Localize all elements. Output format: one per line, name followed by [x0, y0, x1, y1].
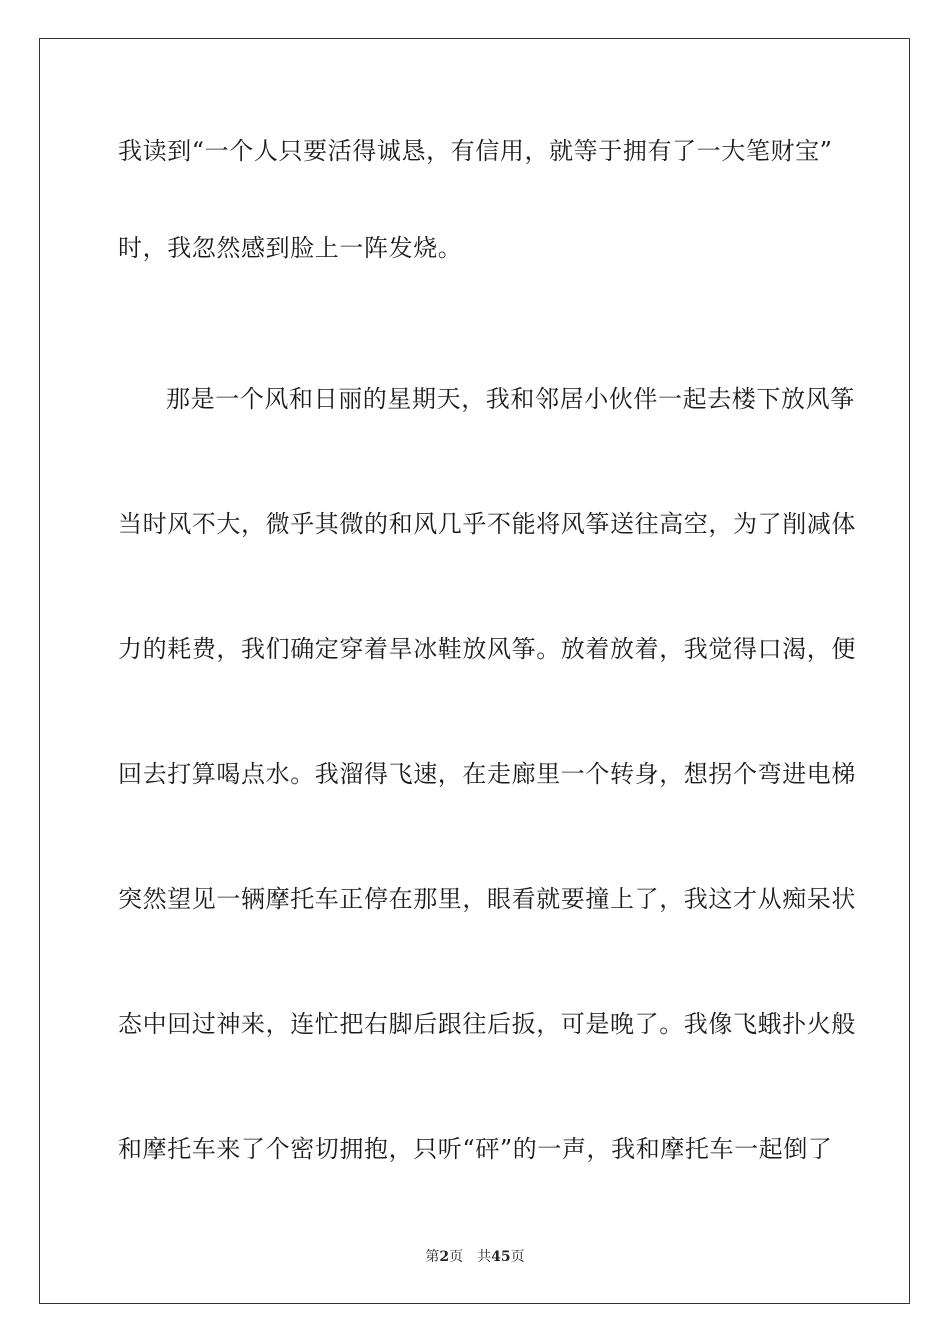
text-line-2: 时，我忽然感到脸上一阵发烧。 — [118, 234, 463, 262]
page-border — [39, 38, 910, 1304]
total-suffix: 页 — [510, 1249, 525, 1265]
text-line-7: 突然望见一辆摩托车正停在那里，眼看就要撞上了，我这才从痴呆状 — [118, 885, 856, 913]
text-line-4: 当时风不大，微乎其微的和风几乎不能将风筝送往高空，为了削减体 — [118, 510, 856, 538]
page-prefix: 第 — [425, 1249, 440, 1265]
total-pages: 45 — [491, 1249, 511, 1265]
page-number: 2 — [439, 1249, 450, 1265]
text-line-9: 和摩托车来了个密切拥抱，只听“砰”的一声，我和摩托车一起倒了 — [118, 1135, 833, 1163]
page-suffix: 页 — [449, 1249, 464, 1265]
text-line-8: 态中回过神来，连忙把右脚后跟往后扳，可是晚了。我像飞蛾扑火般 — [118, 1010, 856, 1038]
text-line-1: 我读到“一个人只要活得诚恳，有信用，就等于拥有了一大笔财宝” — [118, 137, 833, 165]
text-line-3: 那是一个风和日丽的星期天，我和邻居小伙伴一起去楼下放风筝 — [166, 385, 855, 413]
text-line-5: 力的耗费，我们确定穿着旱冰鞋放风筝。放着放着，我觉得口渴，便 — [118, 635, 856, 663]
text-line-6: 回去打算喝点水。我溜得飞速，在走廊里一个转身，想拐个弯进电梯 — [118, 760, 856, 788]
total-prefix: 共 — [477, 1249, 492, 1265]
page-footer — [0, 1248, 950, 1266]
